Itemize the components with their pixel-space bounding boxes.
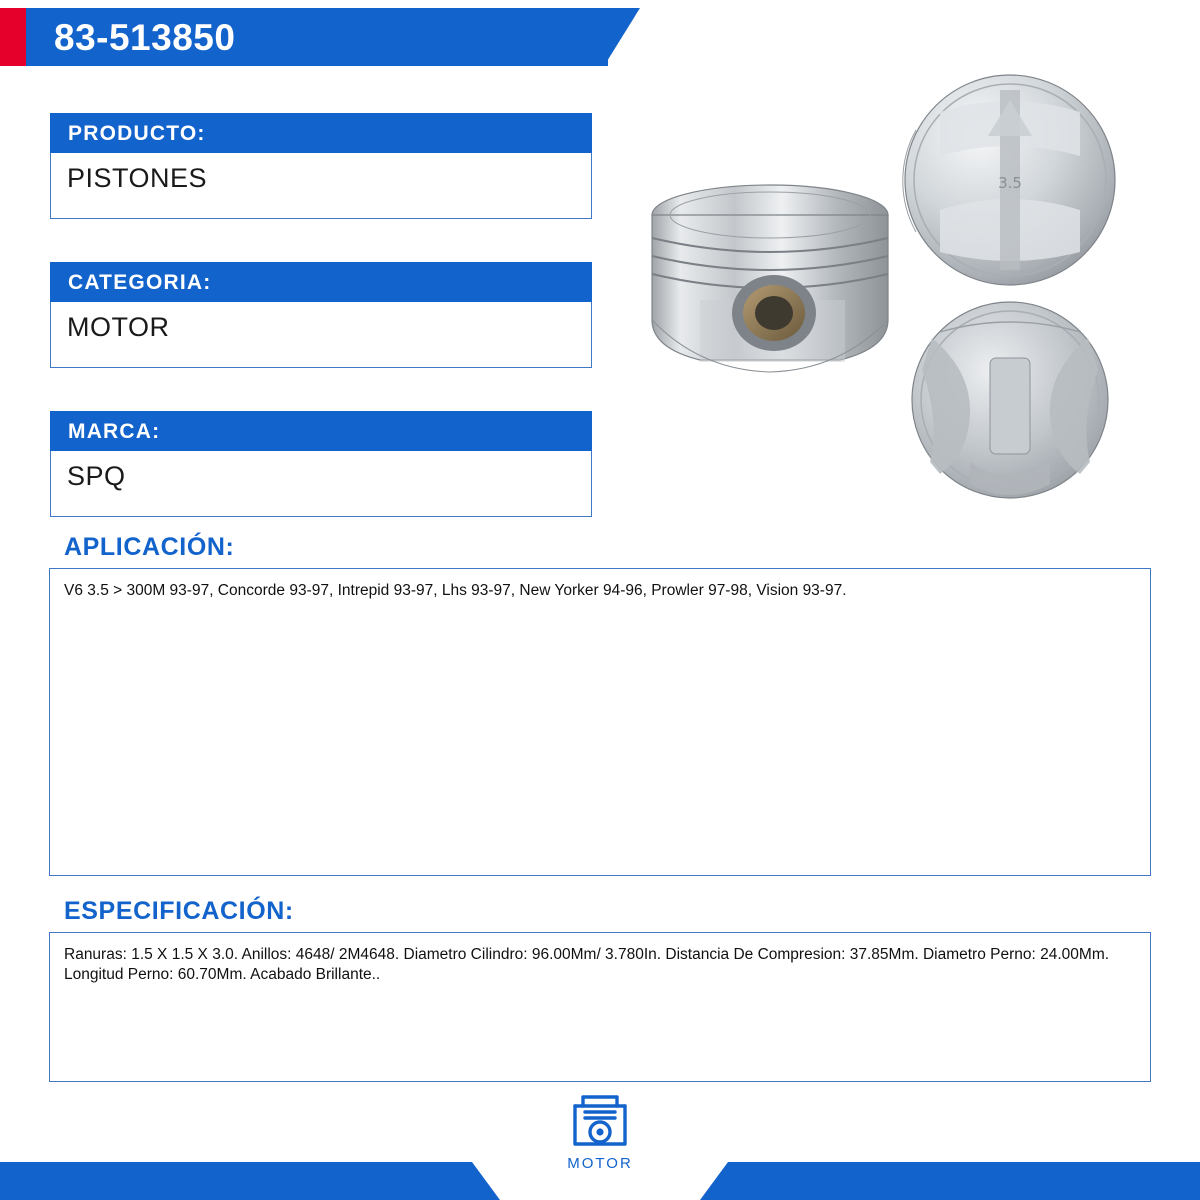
info-label-producto: PRODUCTO: <box>50 113 592 153</box>
footer-bar-left-tail <box>472 1162 500 1200</box>
section-title-especificacion: ESPECIFICACIÓN: <box>64 897 294 925</box>
info-value-categoria: MOTOR <box>67 312 170 342</box>
info-value-marca: SPQ <box>67 461 126 491</box>
engine-piston-icon <box>563 1135 637 1152</box>
section-text-especificacion: Ranuras: 1.5 X 1.5 X 3.0. Anillos: 4648/ 2M4648. Diametro Cilindro: 96.00Mm/ 3.780In. Distancia De Compresion: 37.85Mm. Diametro Perno: 24.00Mm. Longitud Perno: 60.70Mm. Acabado Brillante.. <box>64 946 1110 983</box>
section-box-aplicacion <box>49 568 1151 876</box>
footer-bar-right <box>728 1162 1200 1200</box>
svg-text:3.5: 3.5 <box>998 174 1022 192</box>
info-value-box-marca <box>50 451 592 517</box>
piston-bottom-view <box>912 302 1108 498</box>
info-value-box-producto <box>50 153 592 219</box>
piston-top-view <box>903 75 1115 285</box>
header-accent-red <box>0 8 26 66</box>
product-image <box>640 70 1160 530</box>
info-block-marca <box>50 411 592 517</box>
info-value-producto: PISTONES <box>67 163 208 193</box>
header-bar <box>0 0 1200 74</box>
section-box-especificacion <box>49 932 1151 1082</box>
footer-bar-left <box>0 1162 472 1200</box>
footer-bar-right-tail <box>700 1162 728 1200</box>
footer-badge-label: MOTOR <box>567 1155 633 1172</box>
info-label-categoria: CATEGORIA: <box>50 262 592 302</box>
page-title: 83-513850 <box>54 17 236 58</box>
piston-side-view <box>652 185 888 372</box>
info-label-marca: MARCA: <box>50 411 592 451</box>
section-title-aplicacion: APLICACIÓN: <box>64 533 235 561</box>
footer-badge <box>540 1092 660 1172</box>
info-block-categoria <box>50 262 592 368</box>
footer-bar <box>0 1162 1200 1200</box>
info-value-box-categoria <box>50 302 592 368</box>
header-accent-blue-tail <box>604 8 640 66</box>
section-text-aplicacion: V6 3.5 > 300M 93-97, Concorde 93-97, Intrepid 93-97, Lhs 93-97, New Yorker 94-96, Prowler 97-98, Vision 93-97. <box>64 582 847 599</box>
info-block-producto <box>50 113 592 219</box>
